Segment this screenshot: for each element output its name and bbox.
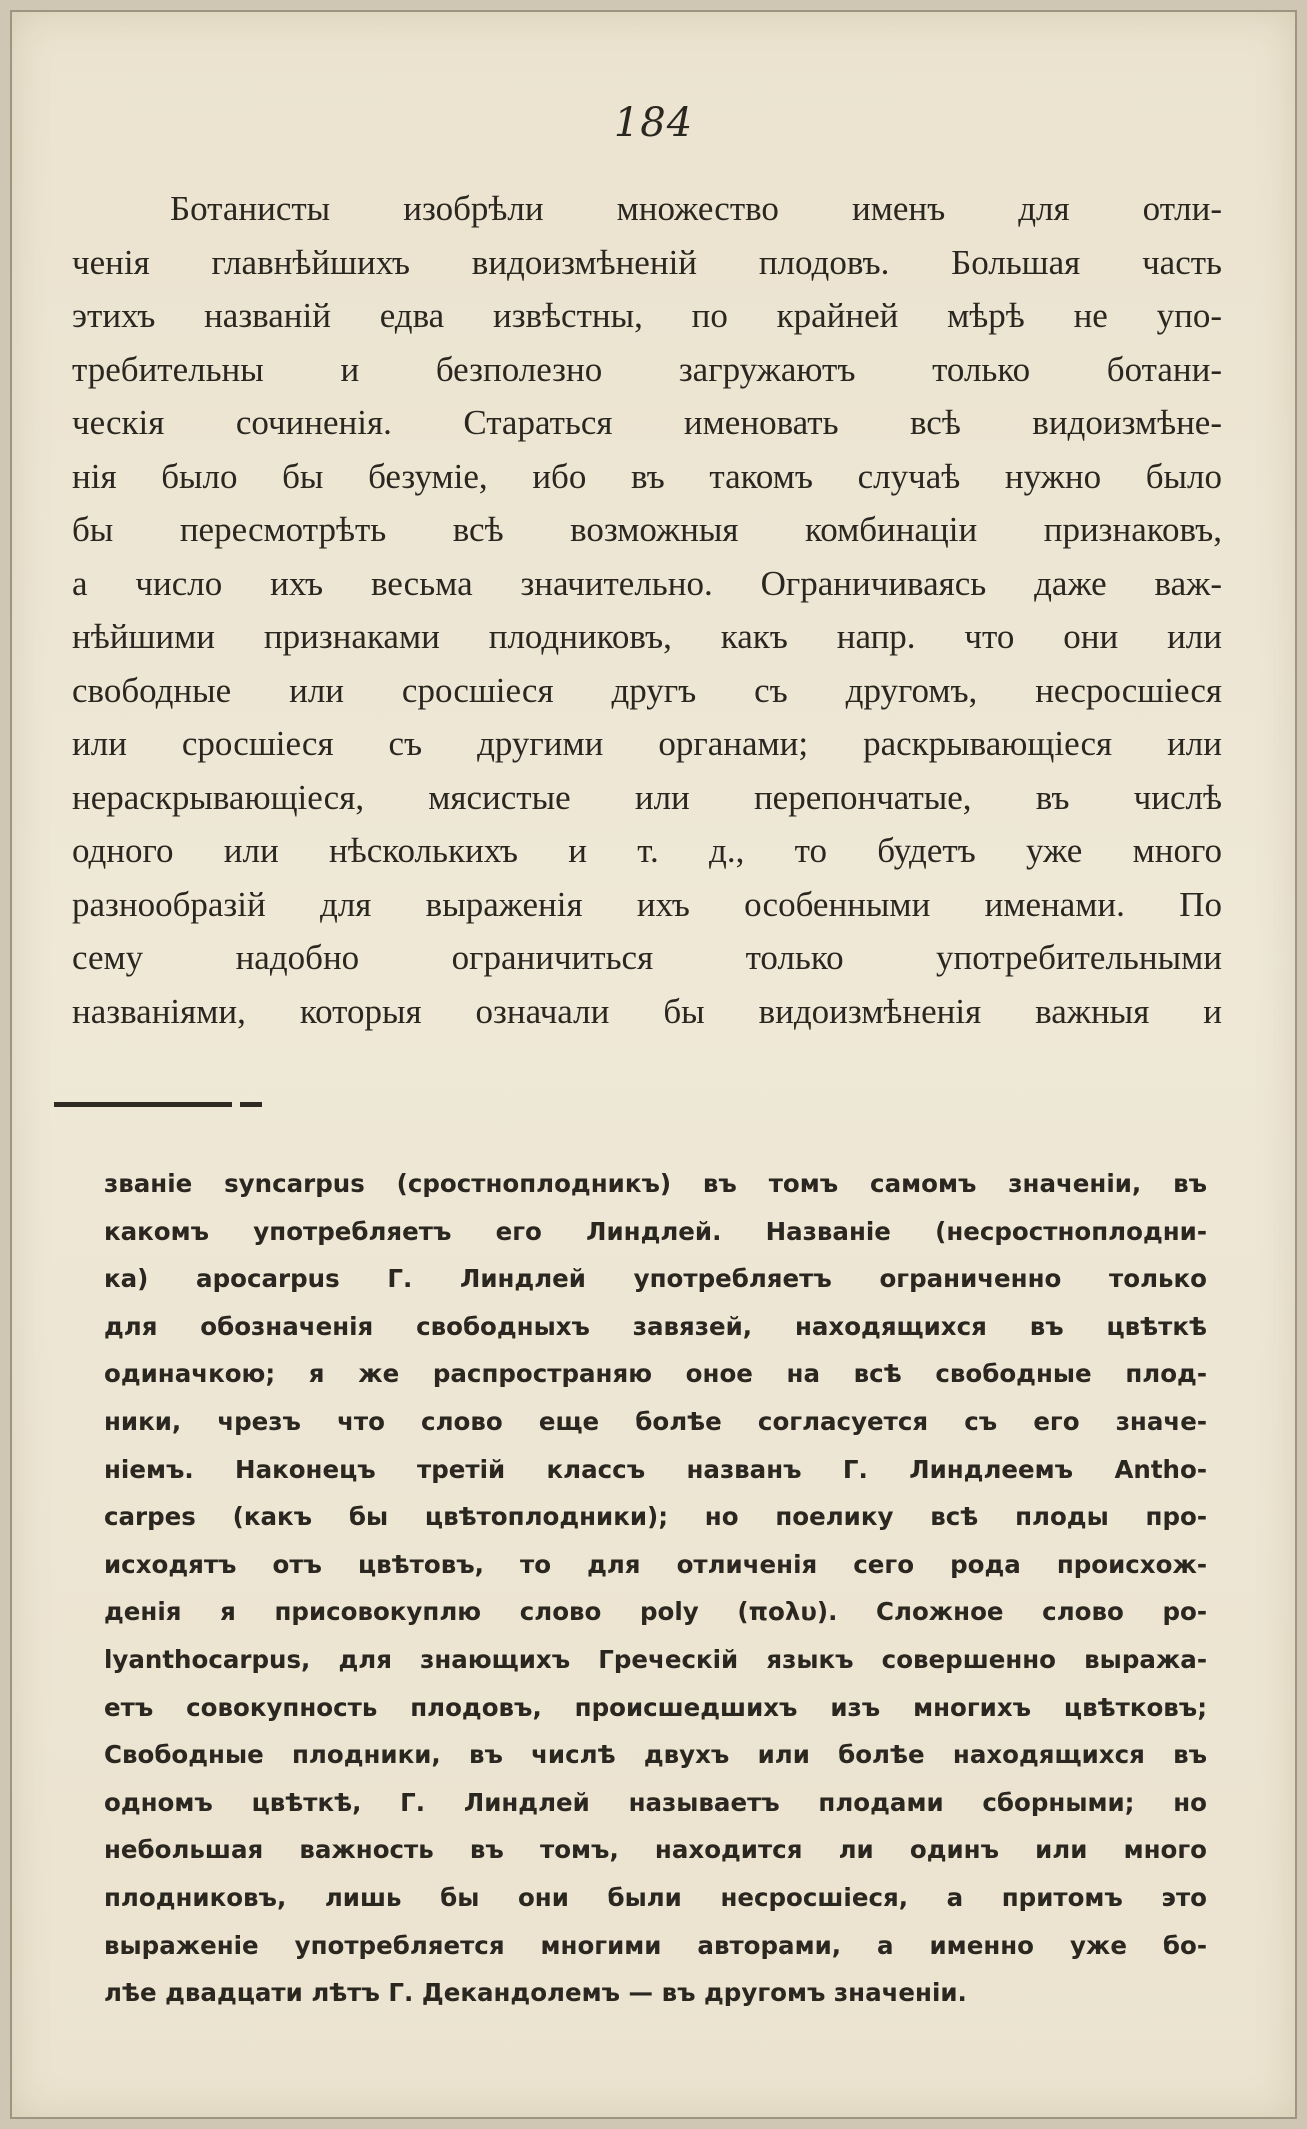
main-text-line: требительны и безполезно загружаютъ только ботани- (72, 349, 1222, 389)
footnote-separator (54, 1102, 262, 1107)
main-text-line: а число ихъ весьма значительно. Ограничиваясь даже важ- (72, 563, 1222, 603)
footnote-line: лѣе двадцати лѣтъ Г. Декандолемъ — въ другомъ значеніи. (104, 1978, 967, 2008)
footnote-line: одномъ цвѣткѣ, Г. Линдлей называетъ плодами сборными; но (104, 1787, 1207, 1817)
footnote-line: плодниковъ, лишь бы они были несросшіеся, а притомъ это (104, 1882, 1207, 1912)
book-page (10, 10, 1297, 2119)
separator-rule-long (54, 1102, 232, 1107)
footnote-line: званіе syncarpus (сростноплодникъ) въ томъ самомъ значеніи, въ (104, 1169, 1207, 1198)
footnote-line: выраженіе употребляется многими авторами, а именно уже бо- (104, 1930, 1207, 1960)
main-text-line: нѣйшими признаками плодниковъ, какъ напр. что они или (72, 617, 1222, 656)
footnote-line: какомъ употребляетъ его Линдлей. Названіе (несростноплодни- (104, 1216, 1207, 1246)
footnote-block (104, 1160, 1207, 2017)
main-text-block (72, 182, 1222, 1038)
footnote-line: для обозначенія свободныхъ завязей, находящихся въ цвѣткѣ (104, 1311, 1207, 1341)
footnote-line: carpes (какъ бы цвѣтоплодники); но поелику всѣ плоды про- (104, 1502, 1207, 1532)
main-text-line: бы пересмотрѣть всѣ возможныя комбинаціи признаковъ, (72, 510, 1222, 549)
footnote-line: ники, чрезъ что слово еще болѣе согласуется съ его значе- (104, 1406, 1207, 1436)
main-text-line: названіями, которыя означали бы видоизмѣненія важныя и (72, 991, 1222, 1031)
main-text-line: сему надобно ограничиться только употребительными (72, 938, 1222, 977)
main-text-line: разнообразій для выраженія ихъ особенными именами. По (72, 884, 1222, 924)
footnote-line: ніемъ. Наконецъ третій классъ названъ Г. Линдлеемъ Antho- (104, 1454, 1207, 1484)
main-text-line: ческія сочиненія. Стараться именовать всѣ видоизмѣне- (72, 403, 1222, 442)
footnote-line: одиначкою; я же распространяю оное на всѣ свободные плод- (104, 1359, 1207, 1389)
main-text-line: ченія главнѣйшихъ видоизмѣненій плодовъ. Большая часть (72, 242, 1222, 282)
footnote-line: Свободные плодники, въ числѣ двухъ или болѣе находящихся въ (104, 1740, 1207, 1770)
main-text-line: одного или нѣсколькихъ и т. д., то будетъ уже много (72, 831, 1222, 870)
footnote-line: денія я присовокуплю слово poly (πολυ). Сложное слово po- (104, 1597, 1207, 1627)
footnote-line: lyanthocarpus, для знающихъ Греческій языкъ совершенно выража- (104, 1644, 1207, 1674)
separator-rule-short (240, 1102, 262, 1107)
main-text-line: свободные или сросшіеся другъ съ другомъ, несросшіеся (72, 670, 1222, 710)
footnote-line: небольшая важность въ томъ, находится ли одинъ или много (104, 1835, 1207, 1865)
footnote-line: исходятъ отъ цвѣтовъ, то для отличенія сего рода происхож- (104, 1549, 1207, 1579)
main-text-line: или сросшіеся съ другими органами; раскрывающіеся или (72, 724, 1222, 763)
footnote-line: етъ совокупность плодовъ, происшедшихъ изъ многихъ цвѣтковъ; (104, 1692, 1207, 1722)
footnote-line: ка) apocarpus Г. Линдлей употребляетъ ограниченно только (104, 1264, 1207, 1294)
page-number: 184 (613, 100, 694, 146)
main-text-line: нія было бы безуміе, ибо въ такомъ случаѣ нужно было (72, 456, 1222, 496)
main-text-line: нераскрывающіеся, мясистые или перепончатые, въ числѣ (72, 777, 1222, 817)
main-text-line: этихъ названій едва извѣстны, по крайней мѣрѣ не упо- (72, 296, 1222, 335)
main-text-line: Ботанисты изобрѣли множество именъ для отли- (170, 189, 1222, 228)
